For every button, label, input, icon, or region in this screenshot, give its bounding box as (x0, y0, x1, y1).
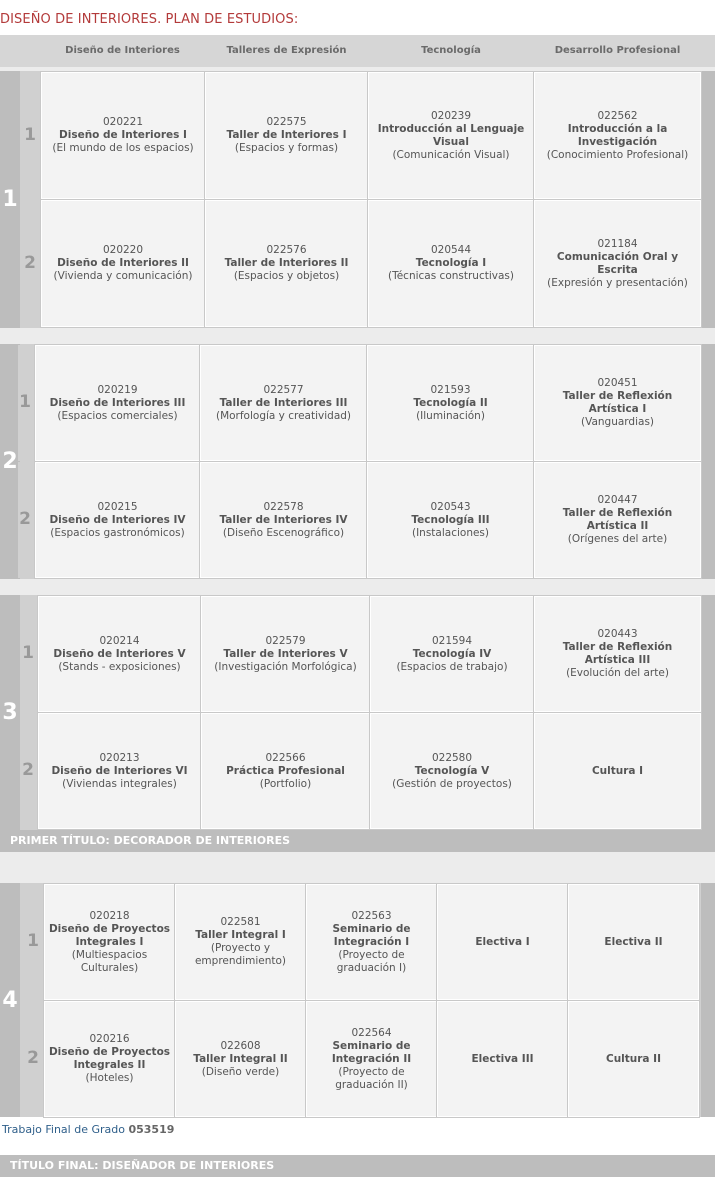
course-cell (306, 884, 437, 1000)
course-subtitle: (Diseño verde) (201, 1065, 280, 1078)
course-cell (306, 1001, 437, 1117)
column-header: Desarrollo Profesional (554, 45, 681, 56)
course-name: Tecnología V (414, 764, 490, 777)
course-cell (437, 884, 568, 1000)
year-right-bar (701, 344, 715, 579)
course-name: Taller de Interiores III (219, 396, 348, 409)
course-cell (44, 884, 175, 1000)
course-cell (534, 72, 701, 199)
course-subtitle: (El mundo de los espacios) (52, 142, 194, 154)
course-code: 021593 (430, 383, 471, 396)
course-subtitle: (Espacios y objetos) (233, 270, 340, 282)
course-code: 022578 (263, 500, 304, 513)
course-subtitle: (Iluminación) (416, 409, 485, 422)
course-cell (175, 884, 306, 1000)
semester-label: 2 (19, 509, 31, 529)
course-cell (205, 200, 368, 327)
course-name: Diseño de Interiores IV (49, 513, 186, 526)
course-subtitle: (Investigación Morfológica) (214, 660, 357, 673)
course-subtitle: (Proyecto de graduación II) (335, 1065, 408, 1091)
course-subtitle: (Expresión y presentación) (547, 276, 688, 289)
course-subtitle: (Técnicas constructivas) (388, 270, 514, 282)
course-cell (367, 462, 534, 578)
course-cell (38, 713, 201, 829)
course-name: Tecnología II (413, 396, 488, 409)
year-right-bar (701, 595, 715, 830)
course-subtitle: (Comunicación Visual) (392, 148, 510, 161)
course-subtitle: (Vanguardias) (580, 416, 655, 428)
course-cell (370, 596, 534, 712)
course-subtitle: (Vivienda y comunicación) (53, 270, 193, 282)
course-cell (437, 1001, 568, 1117)
course-cell (370, 713, 534, 829)
course-subtitle: (Diseño Escenográfico) (222, 526, 345, 539)
course-name: Diseño de Interiores II (57, 257, 189, 269)
course-subtitle: (Morfología y creatividad) (215, 409, 352, 422)
course-code: 020218 (89, 909, 130, 922)
semester-label: 1 (19, 392, 31, 412)
course-name: Diseño de Interiores VI (51, 764, 188, 777)
course-subtitle: (Orígenes del arte) (567, 533, 668, 545)
course-code: 022576 (266, 244, 307, 256)
course-code: 020216 (89, 1033, 130, 1045)
first-title-bar: PRIMER TÍTULO: DECORADOR DE INTERIORES (0, 830, 715, 852)
course-cell (534, 462, 701, 578)
year-right-bar (701, 883, 715, 1117)
course-name: Diseño de Proyectos Integrales I (48, 922, 171, 948)
course-cell (568, 1001, 699, 1117)
course-name: Cultura II (605, 1052, 661, 1065)
course-cell (35, 462, 200, 578)
course-cell (534, 713, 701, 829)
course-cell (368, 200, 534, 327)
course-name: Comunicación Oral y Escrita (556, 250, 679, 276)
course-name: Seminario de Integración II (331, 1039, 412, 1065)
gap (0, 852, 715, 883)
semester-label: 1 (22, 643, 34, 663)
course-name: Taller de Reflexión Artística III (562, 641, 673, 666)
course-name: Tecnología III (411, 513, 490, 526)
course-code: 020451 (597, 377, 638, 389)
course-cell (41, 72, 205, 199)
final-project-line (2, 1123, 174, 1136)
course-name: Introducción al Lenguaje Visual (377, 122, 525, 148)
course-name: Tecnología I (415, 257, 487, 269)
course-subtitle: (Multiespacios Culturales) (71, 948, 148, 974)
course-cell (201, 596, 370, 712)
course-subtitle: (Espacios de trabajo) (396, 660, 508, 673)
course-cell (175, 1001, 306, 1117)
course-code: 022575 (266, 116, 307, 128)
year-right-bar (701, 71, 715, 328)
course-code: 020220 (102, 244, 144, 256)
course-name: Electiva I (475, 935, 530, 948)
course-code: 021184 (597, 237, 638, 250)
course-code: 022580 (431, 751, 473, 764)
course-subtitle: (Espacios comerciales) (57, 409, 178, 422)
course-code: 022577 (263, 383, 304, 396)
course-code: 020239 (430, 109, 472, 122)
course-name: Tecnología IV (412, 647, 492, 660)
course-code: 022566 (265, 751, 306, 764)
semester-label: 2 (22, 760, 34, 780)
course-name: Diseño de Interiores III (49, 396, 186, 409)
course-name: Electiva II (604, 935, 663, 948)
course-code: 022579 (265, 634, 306, 647)
course-name: Taller Integral II (193, 1052, 288, 1065)
course-cell (200, 462, 367, 578)
semester-label: 1 (24, 124, 36, 145)
course-cell (201, 713, 370, 829)
course-cell (534, 200, 701, 327)
course-cell (44, 1001, 175, 1117)
course-subtitle: (Proyecto y emprendimiento) (194, 942, 287, 967)
semester-label: 2 (24, 252, 36, 273)
column-header: Talleres de Expresión (226, 45, 347, 56)
course-code: 020447 (597, 494, 638, 506)
course-name: Electiva III (471, 1052, 534, 1065)
course-code: 020215 (97, 500, 138, 513)
course-code: 021594 (431, 634, 473, 647)
course-subtitle: (Hoteles) (85, 1072, 134, 1084)
course-code: 020544 (430, 244, 472, 256)
course-subtitle: (Gestión de proyectos) (392, 777, 512, 790)
course-subtitle: (Espacios y formas) (234, 142, 339, 154)
course-subtitle: (Portfolio) (259, 777, 312, 790)
course-subtitle: (Instalaciones) (411, 526, 490, 539)
course-code: 022581 (220, 916, 261, 928)
semester-label: 1 (27, 931, 39, 951)
course-cell (534, 345, 701, 461)
course-code: 022564 (351, 1026, 392, 1039)
final-project-link[interactable]: Trabajo Final de Grado (2, 1123, 125, 1136)
course-name: Diseño de Proyectos Integrales II (48, 1046, 171, 1071)
gap (0, 579, 715, 595)
course-cell (41, 200, 205, 327)
year-label: 1 (0, 71, 20, 328)
course-name: Taller Integral I (195, 929, 286, 941)
column-header: Tecnología (421, 45, 481, 56)
semester-label: 2 (27, 1048, 39, 1068)
course-name: Seminario de Integración I (332, 922, 411, 948)
course-subtitle: (Evolución del arte) (566, 667, 669, 679)
course-cell (200, 345, 367, 461)
course-subtitle: (Viviendas integrales) (62, 777, 177, 790)
final-title-bar: TÍTULO FINAL: DISEÑADOR DE INTERIORES (0, 1155, 715, 1177)
course-subtitle: (Proyecto de graduación I) (336, 948, 407, 974)
course-name: Taller de Reflexión Artística I (562, 390, 673, 415)
course-code: 022562 (597, 109, 638, 122)
course-name: Introducción a la Investigación (567, 122, 668, 148)
course-name: Cultura I (591, 764, 644, 777)
course-code: 020214 (99, 634, 140, 647)
course-code: 020443 (597, 628, 638, 640)
gap (0, 328, 715, 344)
year-label: 3 (0, 595, 20, 830)
course-name: Diseño de Interiores V (53, 647, 186, 660)
course-cell (35, 345, 200, 461)
course-subtitle: (Espacios gastronómicos) (50, 526, 185, 539)
page-title: DISEÑO DE INTERIORES. PLAN DE ESTUDIOS: (0, 12, 299, 27)
course-code: 020543 (430, 500, 471, 513)
course-subtitle: (Conocimiento Profesional) (546, 148, 689, 161)
course-cell (568, 884, 699, 1000)
course-cell (367, 345, 534, 461)
course-name: Práctica Profesional (226, 764, 345, 777)
final-project-code: 053519 (128, 1123, 175, 1136)
column-header: Diseño de Interiores (65, 45, 180, 56)
year-label: 4 (0, 883, 20, 1117)
course-name: Taller de Interiores V (223, 647, 348, 660)
course-code: 020219 (97, 383, 138, 396)
course-name: Taller de Interiores II (224, 257, 349, 269)
course-cell (368, 72, 534, 199)
course-code: 022608 (220, 1039, 261, 1052)
course-cell (205, 72, 368, 199)
course-cell (534, 596, 701, 712)
gap (0, 67, 715, 71)
course-name: Taller de Interiores I (226, 129, 347, 141)
course-code: 020213 (99, 751, 140, 764)
course-name: Taller de Reflexión Artística II (562, 507, 673, 532)
course-cell (38, 596, 201, 712)
course-subtitle: (Stands - exposiciones) (58, 660, 181, 673)
column-header-row (0, 35, 715, 67)
year-label: 2 (0, 344, 20, 579)
course-code: 022563 (351, 909, 392, 922)
course-name: Taller de Interiores IV (219, 513, 348, 526)
course-code: 020221 (102, 116, 144, 128)
course-name: Diseño de Interiores I (59, 129, 187, 141)
